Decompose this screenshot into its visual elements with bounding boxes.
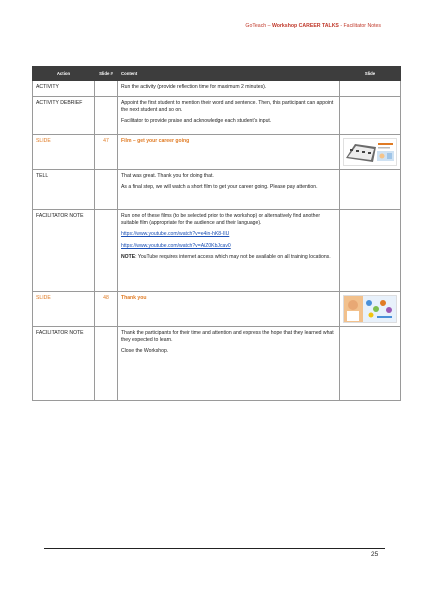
table-row: [33, 292, 401, 327]
row-slide-number: 47: [95, 135, 118, 170]
row-content: [118, 170, 340, 210]
note-text: : YouTube requires internet access which may not be available on all training locations.: [135, 253, 331, 260]
column-header-action: Action: [33, 67, 95, 81]
thank-you-slide-thumbnail-icon: [343, 295, 397, 323]
slide-thumbnail-47: [340, 135, 401, 170]
link-paragraph: [121, 243, 336, 250]
slide-title: Film – get your career going: [118, 135, 340, 170]
row-slide-cell: [340, 210, 401, 292]
note-label: NOTE: [121, 253, 136, 260]
link-paragraph: [121, 231, 336, 238]
table-row: [33, 170, 401, 210]
column-header-slide: Slide: [340, 67, 401, 81]
row-action: FACILITATOR NOTE: [33, 327, 95, 401]
content-paragraph: Run the activity (provide reflection time for maximum 2 minutes).: [121, 84, 267, 90]
slide-thumbnail-48: [340, 292, 401, 327]
row-slide-cell: [340, 170, 401, 210]
content-paragraph: Facilitator to provide praise and acknowledge each student’s input.: [121, 118, 272, 125]
content-paragraph: Close the Workshop.: [121, 348, 169, 355]
header-prefix: GoTeach –: [245, 23, 272, 29]
row-slide-number: [95, 170, 118, 210]
row-content: [118, 210, 340, 292]
row-slide-number: [95, 81, 118, 97]
facilitator-notes-table: [32, 66, 401, 401]
content-paragraph: Run one of these films (to be selected prior to the workshop) or alternatively find another suitable film (appropriate for the audience and their language).: [121, 213, 321, 227]
row-slide-cell: [340, 81, 401, 97]
page-header: [245, 23, 381, 29]
row-slide-cell: [340, 327, 401, 401]
footer-divider: [44, 548, 385, 549]
row-action: SLIDE: [33, 292, 95, 327]
youtube-link-2[interactable]: https://www.youtube.com/watch?v=AiZ0KbJcav0: [121, 242, 231, 249]
table-row: [33, 210, 401, 292]
row-action: SLIDE: [33, 135, 95, 170]
row-slide-number: [95, 210, 118, 292]
table-row: [33, 97, 401, 135]
row-action: TELL: [33, 170, 95, 210]
table-row: [33, 327, 401, 401]
header-bold: Workshop CAREER TALKS: [271, 23, 339, 29]
row-slide-number: [95, 97, 118, 135]
content-paragraph: Thank the participants for their time and attention and express the hope that they learned what they expected to learn.: [121, 330, 334, 344]
row-slide-cell: [340, 97, 401, 135]
slide-title: Thank you: [118, 292, 340, 327]
table-row: [33, 135, 401, 170]
page-number: 25: [371, 551, 379, 558]
content-paragraph: That was great. Thank you for doing that.: [121, 173, 214, 179]
column-header-slide-number: Slide #: [95, 67, 118, 81]
note-paragraph: [121, 254, 336, 261]
table-header-row: [33, 67, 401, 81]
row-slide-number: 48: [95, 292, 118, 327]
film-slide-thumbnail-icon: [343, 138, 397, 166]
table-row: [33, 81, 401, 97]
row-content: [118, 327, 340, 401]
row-action: ACTIVITY: [33, 81, 95, 97]
row-content: [118, 81, 340, 97]
row-action: FACILITATOR NOTE: [33, 210, 95, 292]
row-slide-number: [95, 327, 118, 401]
row-content: [118, 97, 340, 135]
content-paragraph: Appoint the first student to mention their word and sentence. Then, this participant can appoint the next student and so on.: [121, 100, 334, 114]
column-header-content: Content: [118, 67, 340, 81]
header-suffix: - Facilitator Notes: [338, 23, 381, 29]
youtube-link-1[interactable]: https://www.youtube.com/watch?v=e4in-hK8-IIU: [121, 231, 230, 238]
row-action: ACTIVITY DEBRIEF: [33, 97, 95, 135]
content-paragraph: As a final step, we will watch a short film to get your career going. Please pay attention.: [121, 184, 318, 191]
